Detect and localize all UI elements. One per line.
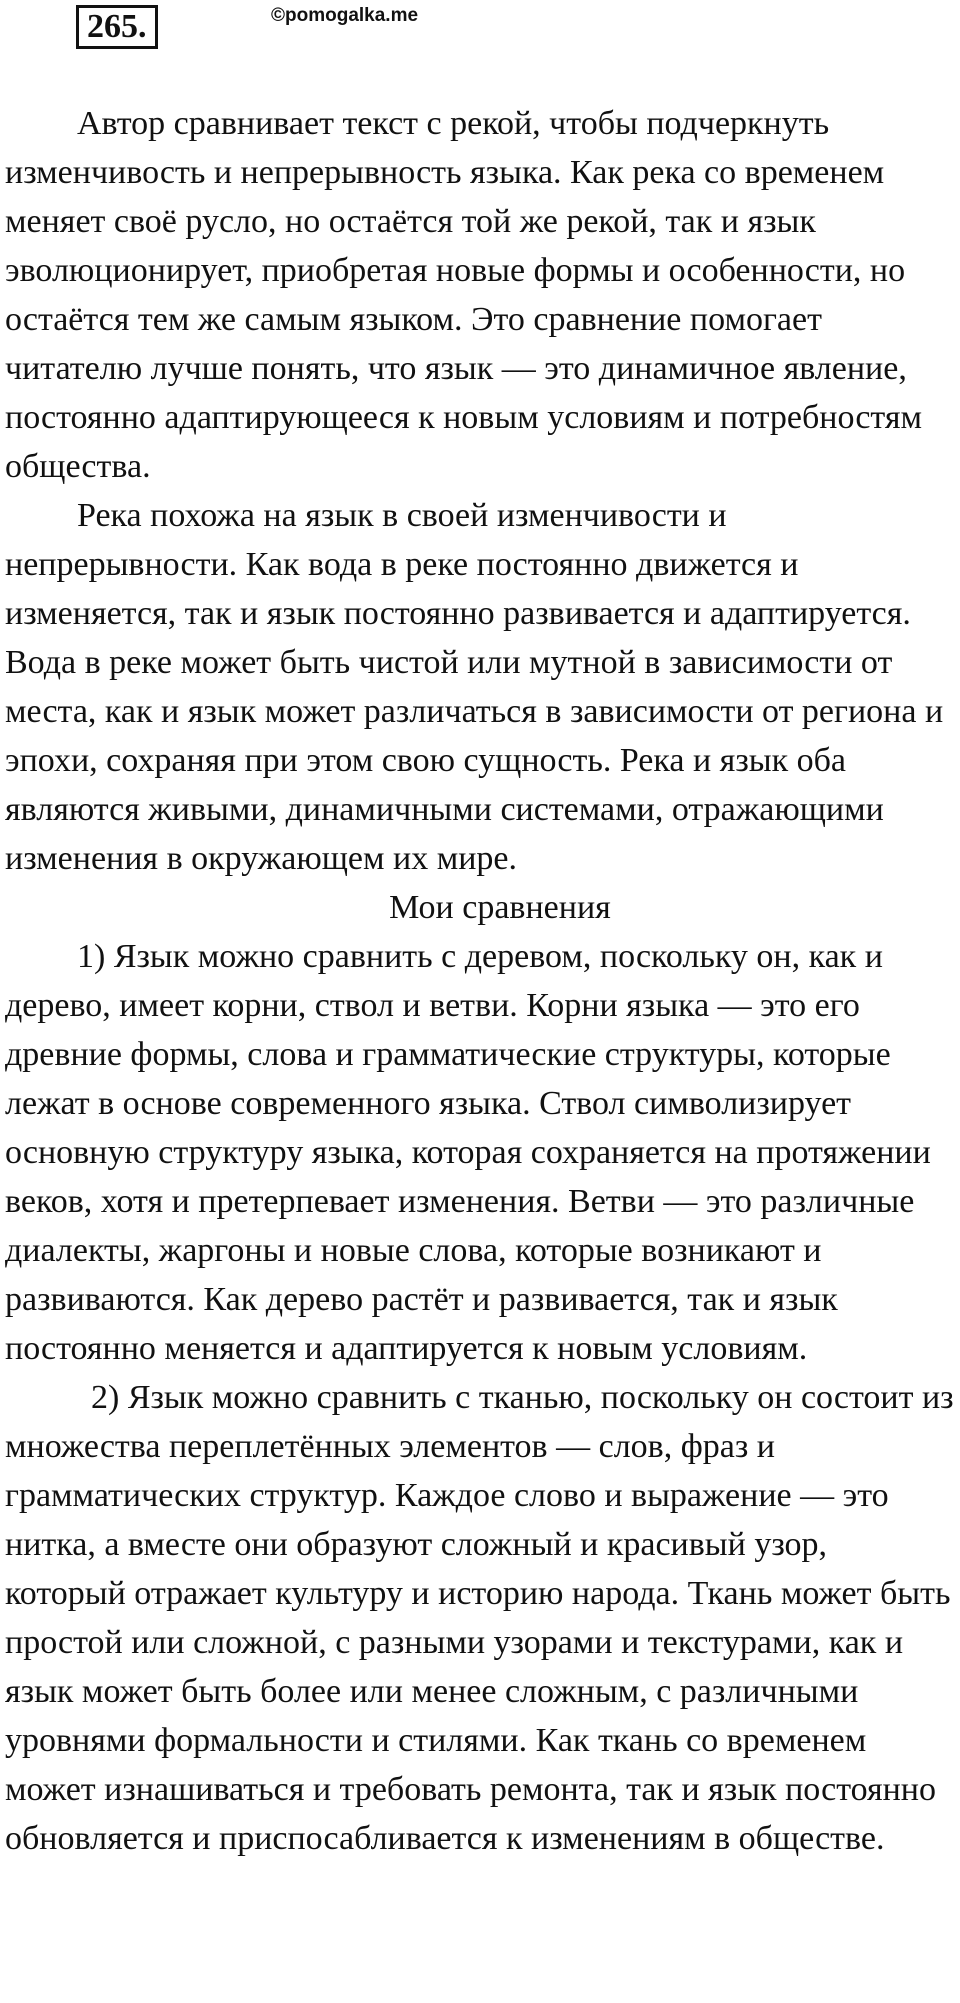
answer-text xyxy=(5,99,955,1863)
paragraph: Река похожа на язык в своей изменчивости и непрерывности. Как вода в реке постоянно движется и изменяется, так и язык постоянно развивается и адаптируется. Вода в реке может быть чистой или мутной в зависимости от места, как и язык может различаться в зависимости от региона и эпохи, сохраняя при этом свою сущность. Река и язык оба являются живыми, динамичными системами, отражающими изменения в окружающем их мире. xyxy=(5,497,944,877)
section-subtitle: Мои сравнения xyxy=(389,889,611,926)
comparison-item: 2) Язык можно сравнить с тканью, поскольку он состоит из множества переплетённых элементов — слов, фраз и грамматических структур. Каждое слово и выражение — это нитка, а вместе они образуют сложный и красивый узор, который отражает культуру и историю народа. Ткань может быть простой или сложной, с разными узорами и текстурами, как и язык может быть более или менее сложным, с различными уровнями формальности и стилями. Как ткань со временем может изнашиваться и требовать ремонта, так и язык постоянно обновляется и приспосабливается к изменениям в обществе. xyxy=(5,1379,954,1857)
paragraph: Автор сравнивает текст с рекой, чтобы подчеркнуть изменчивость и непрерывность языка. Как река со временем меняет своё русло, но остаётся той же рекой, так и язык эволюционирует, приобретая новые формы и особенности, но остаётся тем же самым языком. Это сравнение помогает читателю лучше понять, что язык — это динамичное явление, постоянно адаптирующееся к новым условиям и потребностям общества. xyxy=(5,105,922,485)
watermark: ©pomogalka.me xyxy=(271,5,419,26)
comparison-item: 1) Язык можно сравнить с деревом, поскольку он, как и дерево, имеет корни, ствол и ветви. Корни языка — это его древние формы, слова и грамматические структуры, которые лежат в основе современного языка. Ствол символизирует основную структуру языка, которая сохраняется на протяжении веков, хотя и претерпевает изменения. Ветви — это различные диалекты, жаргоны и новые слова, которые возникают и развиваются. Как дерево растёт и развивается, так и язык постоянно меняется и адаптируется к новым условиям. xyxy=(5,938,931,1367)
task-number-box: 265. xyxy=(76,5,158,49)
